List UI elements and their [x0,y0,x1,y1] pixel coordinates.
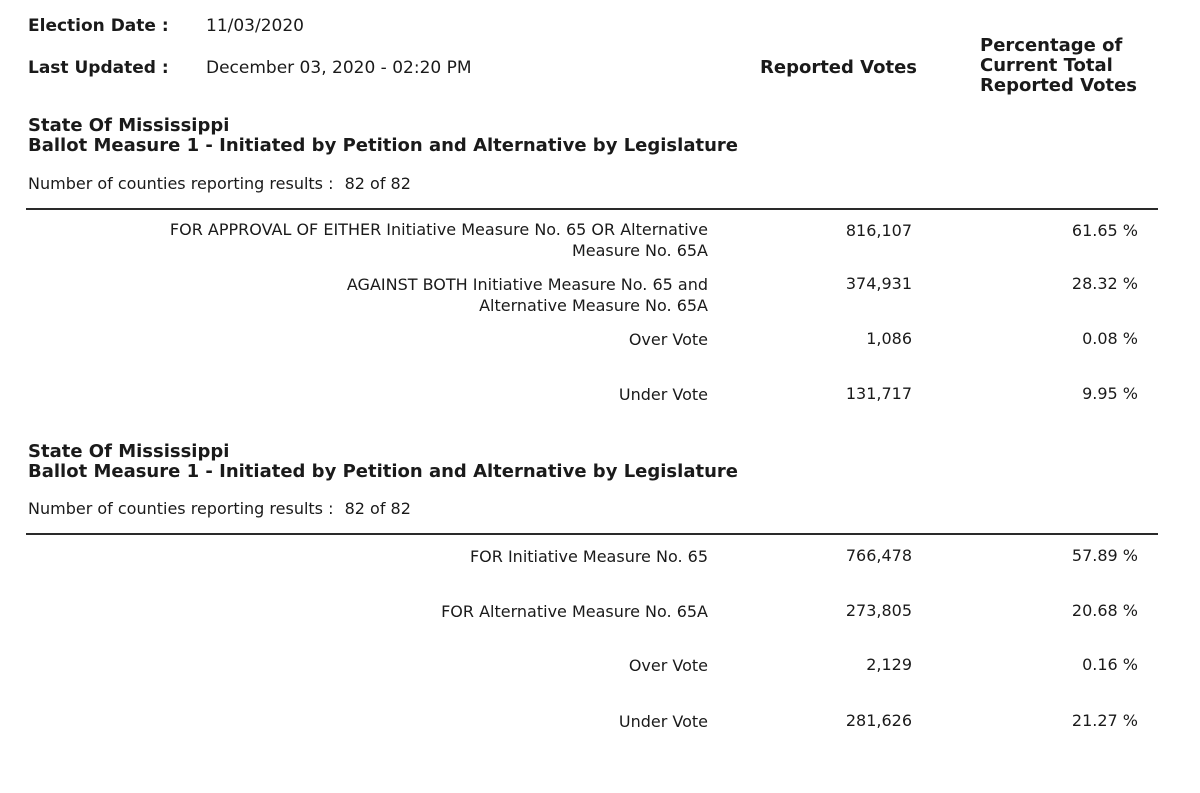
result-row-percentage: 0.08 % [1082,329,1138,348]
counties-reporting-value: 82 of 82 [344,174,411,193]
result-row-votes: 273,805 [845,601,912,620]
last-updated-label: Last Updated : [28,58,169,78]
result-row-choice [441,601,708,622]
choice-line: Over Vote [628,330,708,349]
result-row-votes: 374,931 [845,274,912,293]
choice-line: Under Vote [618,712,708,731]
section-title [28,442,738,482]
section-title [28,116,738,156]
result-row-choice [347,274,708,316]
election-date-value: 11/03/2020 [206,16,304,36]
result-row-percentage: 21.27 % [1071,711,1138,730]
reported-votes-column-header: Reported Votes [760,57,917,78]
result-row-choice [470,546,708,567]
choice-line: Measure No. 65A [571,241,708,260]
result-row-choice [619,711,708,732]
result-row-choice [170,219,708,261]
result-row-votes: 1,086 [866,329,912,348]
choice-line: FOR APPROVAL OF EITHER Initiative Measure No. 65 OR Alternative [169,220,708,239]
result-row-votes: 816,107 [845,221,912,240]
choice-line: Over Vote [628,656,708,675]
counties-reporting-label: Number of counties reporting results : [28,499,334,518]
choice-line: AGAINST BOTH Initiative Measure No. 65 and [346,275,708,294]
counties-reporting-value: 82 of 82 [344,499,411,518]
percentage-column-header [980,36,1137,96]
election-date-label: Election Date : [28,16,169,36]
result-row-votes: 2,129 [866,655,912,674]
percentage-header-line: Reported Votes [980,75,1137,96]
result-row-choice [629,329,708,350]
choice-line: FOR Alternative Measure No. 65A [441,602,708,621]
state-name: State Of Mississippi [28,115,230,136]
result-row-votes: 281,626 [845,711,912,730]
result-row-percentage: 28.32 % [1071,274,1138,293]
choice-line: Alternative Measure No. 65A [479,296,708,315]
measure-name: Ballot Measure 1 - Initiated by Petition and Alternative by Legislature [28,135,738,156]
percentage-header-line: Percentage of [980,35,1123,56]
counties-reporting-label: Number of counties reporting results : [28,174,334,193]
section-divider [26,208,1158,210]
counties-reporting [28,499,411,518]
result-row-percentage: 20.68 % [1071,601,1138,620]
state-name: State Of Mississippi [28,441,230,462]
section-divider [26,533,1158,535]
result-row-percentage: 9.95 % [1082,384,1138,403]
result-row-votes: 131,717 [845,384,912,403]
result-row-votes: 766,478 [845,546,912,565]
percentage-header-line: Current Total [980,55,1113,76]
result-row-percentage: 57.89 % [1071,546,1138,565]
choice-line: FOR Initiative Measure No. 65 [469,547,708,566]
counties-reporting [28,174,411,193]
result-row-choice [629,655,708,676]
last-updated-value: December 03, 2020 - 02:20 PM [206,58,472,78]
measure-name: Ballot Measure 1 - Initiated by Petition and Alternative by Legislature [28,461,738,482]
choice-line: Under Vote [618,385,708,404]
result-row-percentage: 61.65 % [1071,221,1138,240]
result-row-choice [619,384,708,405]
result-row-percentage: 0.16 % [1082,655,1138,674]
